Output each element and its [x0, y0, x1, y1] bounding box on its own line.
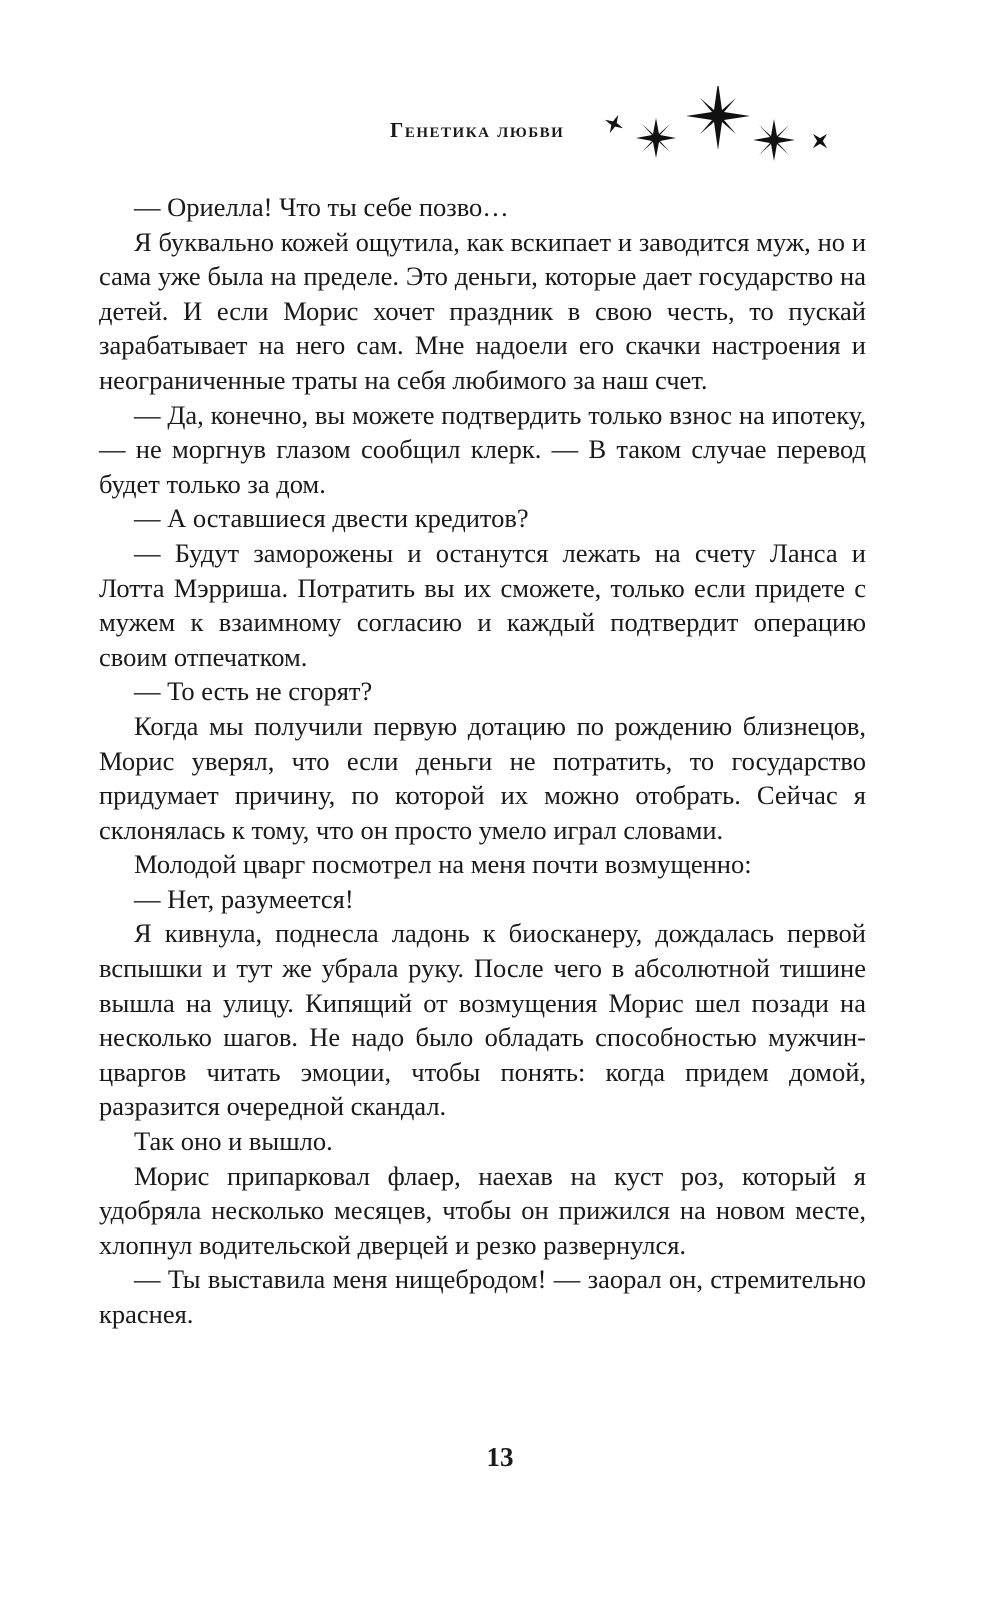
- paragraph: — Нет, разумеется!: [134, 883, 354, 914]
- star-medium-right-icon: [753, 119, 795, 161]
- paragraph: — То есть не сгорят?: [134, 676, 373, 707]
- running-title: Генетика любви: [390, 118, 565, 142]
- paragraph: — Будут заморожены и останутся лежать на счету Ланса и Лотта Мэрриша. Потратить вы их сможете, только если придете с мужем к взаимному согласию и каждый подтвердит операцию своим отпечатком.: [99, 537, 866, 672]
- star-small-left-icon: [601, 111, 628, 138]
- page-number: 13: [486, 1442, 514, 1472]
- paragraph: — Да, конечно, вы можете подтвердить только взнос на ипотеку, — не моргнув глазом сообщил клерк. — В таком случае перевод будет только за дом.: [99, 399, 866, 499]
- paragraph: — Ориелла! Что ты себе позво…: [134, 192, 509, 222]
- star-medium-left-icon: [636, 118, 676, 158]
- paragraph: Молодой цварг посмотрел на меня почти возмущенно:: [134, 849, 752, 880]
- paragraph: Когда мы получили первую дотацию по рождению близнецов, Морис уверял, что если деньги не потратить, то государство придумает причину, по которой их можно отобрать. Сейчас я склонялась к тому, что он просто умело играл словами.: [99, 710, 866, 845]
- stars-ornament-icon: [598, 86, 870, 176]
- paragraph: Я кивнула, поднесла ладонь к биосканеру, дождалась первой вспышки и тут же убрала руку. После чего в абсолютной тишине вышла на улицу. Кипящий от возмущения Морис шел позади на несколько шагов. Не надо было обладать способностью мужчин-цваргов читать эмоции, чтобы понять: когда придем домой, разразится очередной скандал.: [99, 918, 866, 1122]
- paragraph: Морис припарковал флаер, наехав на куст роз, который я удобряла несколько месяцев, чтобы он прижился на новом месте, хлопнул водительской дверцей и резко развернулся.: [99, 1160, 866, 1260]
- paragraph: Так оно и вышло.: [134, 1126, 333, 1157]
- star-small-right-icon: [806, 127, 834, 155]
- body-text: [99, 190, 866, 1332]
- paragraph: Я буквально кожей ощутила, как вскипает и заводится муж, но и сама уже была на пределе. Это деньги, которые дает государство на детей. И если Морис хочет праздник в свою честь, то пускай зарабатывает на него сам. Мне надоели его скачки настроения и неограниченные траты на себя любимого за наш счет.: [99, 226, 866, 395]
- star-large-center-icon: [686, 86, 750, 150]
- paragraph: — А оставшиеся двести кредитов?: [134, 503, 529, 534]
- page-header: [0, 86, 1000, 176]
- paragraph: — Ты выставила меня нищебродом! — заорал он, стремительно краснея.: [99, 1264, 866, 1329]
